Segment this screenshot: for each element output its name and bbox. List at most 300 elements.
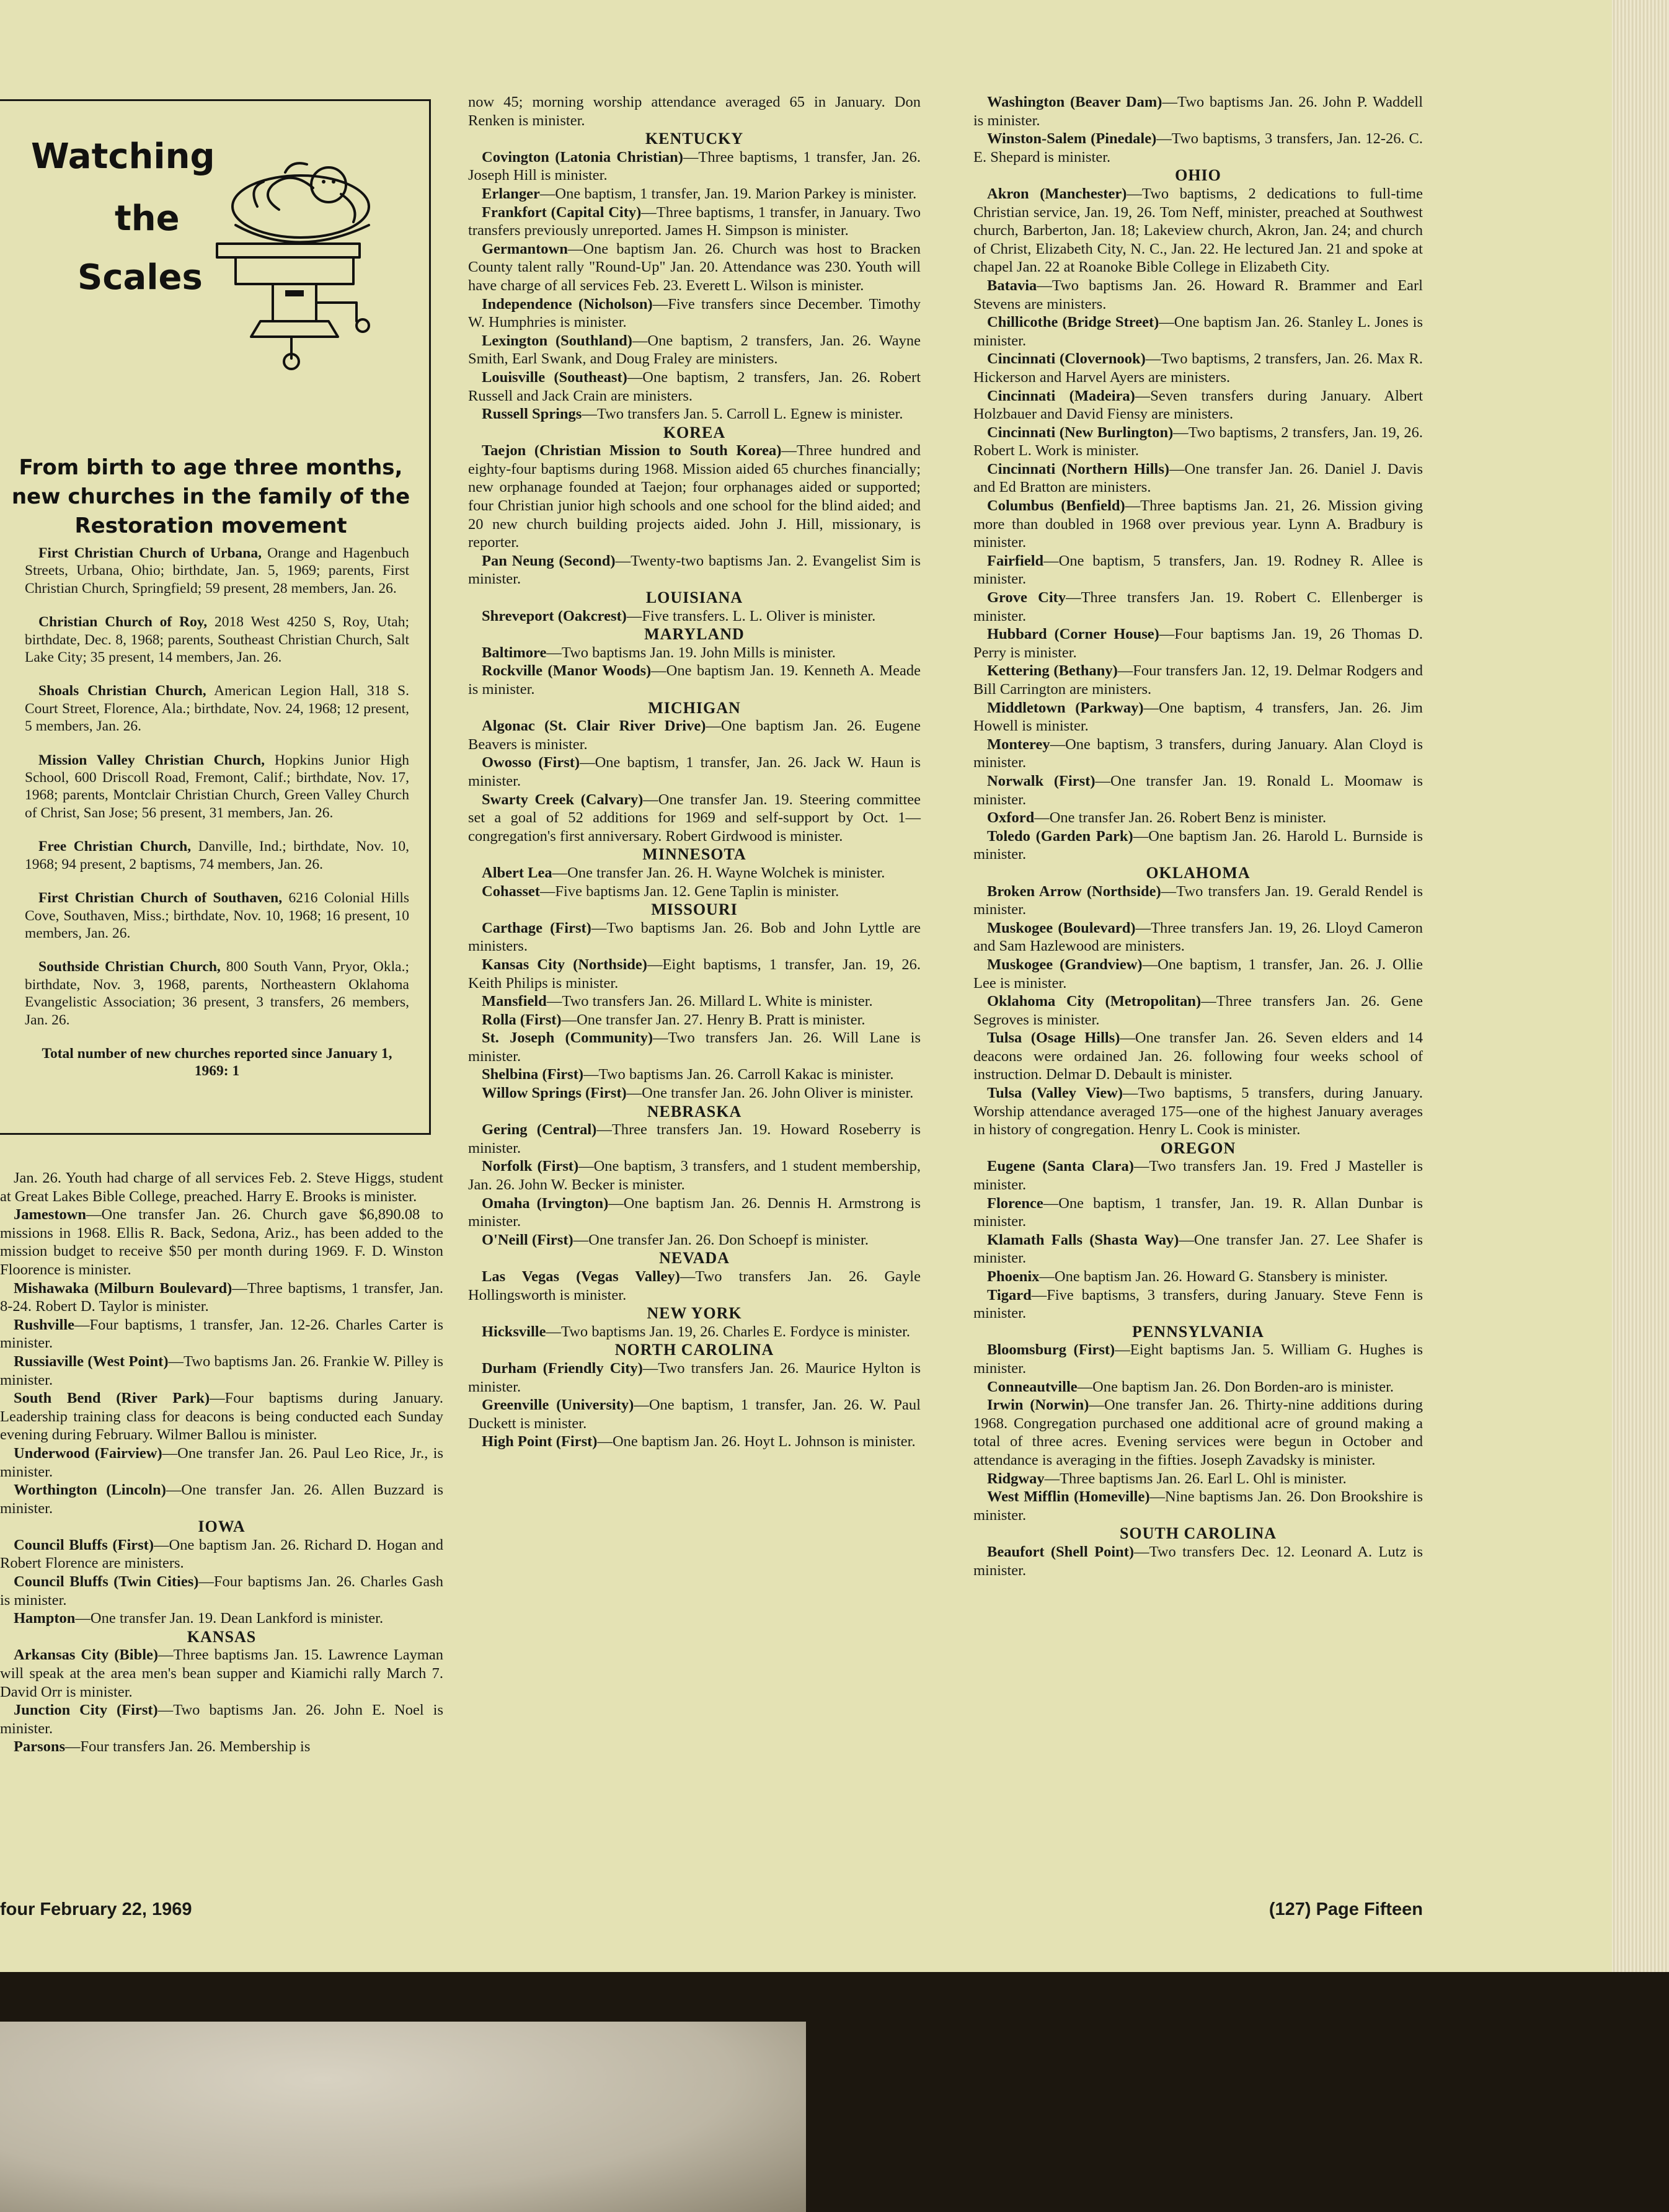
- church-name: Carthage (First): [482, 919, 591, 936]
- church-name: Muskogee (Boulevard): [987, 919, 1136, 936]
- state-heading: KOREA: [663, 423, 726, 442]
- church-report: [973, 1470, 1423, 1488]
- state-heading: MARYLAND: [644, 625, 745, 644]
- church-name: Council Bluffs (Twin Cities): [14, 1573, 199, 1591]
- report-text: —Two baptisms Jan. 19. John Mills is minister.: [546, 644, 836, 661]
- church-report: [0, 1646, 443, 1701]
- church-name: Ridgway: [987, 1470, 1045, 1487]
- church-report: [468, 552, 921, 589]
- church-name: Shreveport (Oakcrest): [482, 607, 627, 624]
- report-text: —One baptism, 1 transfer, Jan. 19. Marion Parkey is minister.: [539, 185, 917, 202]
- church-report: [973, 827, 1423, 864]
- church-report: [468, 864, 921, 882]
- background-cloth: [0, 2022, 806, 2212]
- report-text: —One baptism, 2 transfers, Jan. 26. Robert Russell and Jack Crain are ministers.: [468, 368, 921, 404]
- church-name: Gering (Central): [482, 1121, 597, 1139]
- church-report: [468, 753, 921, 790]
- church-report: [973, 277, 1423, 313]
- church-name: Hicksville: [482, 1323, 546, 1340]
- state-heading: KANSAS: [187, 1627, 257, 1646]
- column-3: [973, 93, 1423, 1579]
- report-text: —One baptism Jan. 26. Richard D. Hogan and Robert Florence are ministers.: [0, 1536, 444, 1572]
- church-name: First Christian Church of Southaven,: [38, 890, 283, 907]
- state-heading: NEW YORK: [647, 1304, 742, 1323]
- church-report: [973, 1286, 1423, 1323]
- church-details: American Legion Hall, 318 S. Court Street, Florence, Ala.; birthdate, Nov. 24, 1968; 12 present, 5 members, Jan. 26.: [25, 683, 410, 735]
- report-text: —One baptism Jan. 26. Harold L. Burnside is minister.: [973, 827, 1423, 863]
- church-name: Swarty Creek (Calvary): [482, 791, 644, 808]
- church-report: [973, 1396, 1423, 1469]
- church-name: First Christian Church of Urbana,: [38, 545, 262, 561]
- church-report: [468, 1121, 921, 1157]
- church-name: Oxford: [987, 809, 1035, 827]
- new-church-entry: [25, 838, 409, 873]
- church-name: Winston-Salem (Pinedale): [987, 130, 1157, 148]
- church-name: Jamestown: [14, 1206, 87, 1224]
- church-report: [973, 735, 1423, 772]
- church-report: [468, 148, 921, 185]
- report-text: Jan. 26. Youth had charge of all services Feb. 2. Steve Higgs, student at Great Lakes Bible College, preached. Harry E. Brooks is minister.: [0, 1170, 443, 1205]
- church-report: [468, 992, 921, 1011]
- new-church-entry: [25, 613, 409, 666]
- report-text: —One baptism Jan. 26. Stanley L. Jones is minister.: [973, 314, 1423, 349]
- church-name: Las Vegas (Vegas Valley): [482, 1268, 680, 1285]
- church-name: Phoenix: [987, 1268, 1040, 1285]
- report-text: —One baptism, 3 transfers, during January. Alan Cloyd is minister.: [973, 735, 1423, 771]
- report-text: —One transfer Jan. 26. John Oliver is minister.: [626, 1085, 914, 1102]
- report-text: —Three baptisms, 1 transfer, Jan. 8-24. Robert D. Taylor is minister.: [0, 1279, 443, 1315]
- church-name: Norfolk (First): [482, 1158, 579, 1175]
- church-report: [973, 387, 1423, 424]
- church-report: [973, 1378, 1423, 1397]
- church-report: [973, 662, 1423, 698]
- church-report: [973, 424, 1423, 460]
- report-text: —Three transfers Jan. 19, 26. Lloyd Cameron and Sam Hazlewood are ministers.: [973, 919, 1423, 955]
- report-text: —Two baptisms, 3 transfers, Jan. 12-26. C. E. Shepard is minister.: [973, 130, 1423, 166]
- church-details: Orange and Hagenbuch Streets, Urbana, Ohio; birthdate, Jan. 5, 1969; parents, First Christian Church, Springfield; 59 present, 28 members, Jan. 26.: [25, 545, 409, 597]
- church-report: [973, 1488, 1423, 1524]
- report-text: —Two transfers Jan. 26. Millard L. White is minister.: [546, 993, 873, 1010]
- church-report: [0, 1536, 443, 1573]
- new-church-entry: [25, 958, 409, 1029]
- church-name: Middletown (Parkway): [987, 699, 1144, 716]
- report-text: —One transfer Jan. 19. Ronald L. Moomaw is minister.: [973, 772, 1423, 808]
- church-name: Owosso (First): [482, 754, 580, 771]
- church-report: [468, 203, 921, 240]
- church-report: [468, 956, 921, 992]
- report-text: —One baptism Jan. 26. Hoyt L. Johnson is minister.: [597, 1433, 916, 1450]
- church-name: Muskogee (Grandview): [987, 956, 1143, 973]
- church-report: [468, 644, 921, 662]
- church-report: [468, 1194, 921, 1231]
- church-details: 2018 West 4250 S, Roy, Utah; birthdate, Dec. 8, 1968; parents, Southeast Christian Church, Salt Lake City; 35 present, 14 members, Jan. 26.: [25, 614, 409, 666]
- church-report: [973, 350, 1423, 386]
- state-heading: OKLAHOMA: [1146, 863, 1251, 882]
- church-report: [468, 1065, 921, 1084]
- report-text: —Two baptisms Jan. 26. Bob and John Lyttle are ministers.: [468, 919, 921, 955]
- church-name: Arkansas City (Bible): [14, 1646, 159, 1664]
- church-name: Oklahoma City (Metropolitan): [987, 993, 1202, 1010]
- report-text: —One transfer Jan. 26. Robert Benz is minister.: [1034, 809, 1327, 827]
- church-name: Conneautville: [987, 1378, 1078, 1395]
- church-details: 6216 Colonial Hills Cove, Southaven, Miss.; birthdate, Nov. 10, 1968; 16 present, 10 members, Jan. 26.: [25, 890, 409, 941]
- church-report: [0, 1279, 443, 1316]
- report-text: —Three transfers Jan. 19. Robert C. Ellenberger is minister.: [973, 589, 1423, 624]
- church-report: [468, 368, 921, 405]
- church-report: [468, 1231, 921, 1250]
- church-name: Tulsa (Valley View): [987, 1085, 1123, 1102]
- report-text: —One baptism Jan. 26. Howard G. Stansbery is minister.: [1039, 1268, 1388, 1285]
- state-heading: NEBRASKA: [647, 1102, 742, 1121]
- report-text: —Two transfers Jan. 19. Fred J Masteller is minister.: [973, 1158, 1423, 1194]
- new-churches-list: [25, 544, 409, 1096]
- report-text: —Five transfers. L. L. Oliver is minister.: [626, 607, 876, 624]
- church-details: Hopkins Junior High School, 600 Driscoll Road, Fremont, Calif.; birthdate, Nov. 17, 1968; parents, Montclair Christian Church, Green Valley Church of Christ, San Jose; 56 present, 31 members, Jan. 26.: [25, 752, 409, 821]
- report-text: —Two transfers Jan. 26. Gayle Hollingsworth is minister.: [468, 1268, 921, 1304]
- report-text: —One baptism, 5 transfers, Jan. 19. Rodney R. Allee is minister.: [973, 552, 1423, 588]
- report-text: —One baptism Jan. 26. Dennis H. Armstrong is minister.: [468, 1194, 921, 1230]
- report-text: —One baptism, 1 transfer, Jan. 26. Jack W. Haun is minister.: [468, 754, 921, 789]
- church-report: [0, 1316, 443, 1353]
- report-text: —One baptism, 3 transfers, and 1 student membership, Jan. 26. John W. Becker is minister.: [468, 1158, 921, 1194]
- church-report: [468, 442, 921, 552]
- church-name: Shoals Christian Church,: [38, 683, 206, 700]
- church-name: Frankfort (Capital City): [482, 203, 642, 221]
- report-text: —One baptism, 1 transfer, Jan. 26. J. Ollie Lee is minister.: [973, 956, 1423, 992]
- church-name: Mishawaka (Milburn Boulevard): [14, 1279, 232, 1297]
- report-text: —One transfer Jan. 27. Lee Shafer is minister.: [973, 1231, 1423, 1267]
- church-name: Erlanger: [482, 185, 540, 202]
- church-report: [973, 1231, 1423, 1268]
- report-text: —Two transfers Jan. 5. Carroll L. Egnew is minister.: [582, 406, 903, 423]
- report-text: —One baptism, 1 transfer, Jan. 26. W. Paul Duckett is minister.: [468, 1397, 921, 1432]
- church-name: Tigard: [987, 1286, 1032, 1304]
- report-text: now 45; morning worship attendance averaged 65 in January. Don Renken is minister.: [468, 94, 921, 129]
- church-details: 800 South Vann, Pryor, Okla.; birthdate, Nov. 3, 1968, parents, Northeastern Oklahoma Evangelistic Association; 36 present, 3 transfers, 26 members, Jan. 26.: [25, 959, 409, 1028]
- new-church-entry: [25, 682, 409, 735]
- baby-on-scale-illustration: [198, 151, 403, 374]
- church-report: [468, 185, 921, 203]
- report-text: —One transfer Jan. 26. Seven elders and 14 deacons were ordained Jan. 26. following four weeks school of instruction. Delmar D. Debault is minister.: [973, 1029, 1423, 1083]
- church-name: Mansfield: [482, 993, 547, 1010]
- church-name: Norwalk (First): [987, 772, 1096, 789]
- report-text: —Two transfers Dec. 12. Leonard A. Lutz is minister.: [973, 1543, 1423, 1579]
- church-name: Junction City (First): [14, 1702, 158, 1719]
- report-text: —Three baptisms Jan. 26. Earl L. Ohl is minister.: [1044, 1470, 1347, 1487]
- report-text: —One baptism Jan. 26. Don Borden-aro is minister.: [1077, 1378, 1394, 1395]
- church-report: [0, 1206, 443, 1279]
- state-heading: IOWA: [198, 1517, 246, 1536]
- state-heading: OHIO: [1175, 166, 1221, 185]
- church-name: Underwood (Fairview): [14, 1444, 162, 1462]
- report-text: —Two baptisms Jan. 26. John E. Noel is minister.: [0, 1702, 443, 1737]
- report-text: —Two baptisms Jan. 19, 26. Charles E. Fordyce is minister.: [546, 1323, 911, 1340]
- church-name: Monterey: [987, 735, 1050, 753]
- report-text: —Eight baptisms Jan. 5. William G. Hughes is minister.: [973, 1341, 1423, 1377]
- report-text: —Four baptisms Jan. 26. Charles Gash is minister.: [0, 1573, 443, 1609]
- report-text: —One transfer Jan. 26. Daniel J. Davis and Ed Bratton are ministers.: [973, 460, 1423, 496]
- state-heading: NORTH CAROLINA: [614, 1341, 774, 1359]
- report-text: —Five baptisms Jan. 12. Gene Taplin is minister.: [539, 882, 839, 900]
- church-name: Mission Valley Christian Church,: [38, 752, 265, 768]
- church-name: Toledo (Garden Park): [987, 827, 1133, 845]
- church-name: Cincinnati (Clovernook): [987, 350, 1146, 368]
- report-text: —Three baptisms Jan. 21, 26. Mission giving more than doubled in 1968 over previous year. Lynn A. Bradbury is minister.: [973, 497, 1423, 551]
- column-1: [0, 1169, 443, 1756]
- state-heading: OREGON: [1160, 1139, 1236, 1157]
- church-name: Rockville (Manor Woods): [482, 662, 652, 680]
- report-text: —Two baptisms Jan. 26. John P. Waddell is minister.: [973, 94, 1423, 129]
- church-report: [0, 1738, 443, 1756]
- report-text: —Two baptisms Jan. 26. Carroll Kakac is minister.: [583, 1066, 894, 1083]
- church-report: [468, 1084, 921, 1103]
- church-details: Danville, Ind.; birthdate, Nov. 10, 1968; 94 present, 2 baptisms, 74 members, Jan. 26.: [25, 838, 409, 873]
- church-name: Kettering (Bethany): [987, 662, 1118, 680]
- church-name: Grove City: [987, 589, 1066, 606]
- church-name: Akron (Manchester): [987, 185, 1127, 202]
- church-name: Shelbina (First): [482, 1066, 584, 1083]
- church-name: Bloomsburg (First): [987, 1341, 1115, 1359]
- church-name: St. Joseph (Community): [482, 1029, 653, 1047]
- church-report: [468, 1268, 921, 1304]
- report-text: —Four transfers Jan. 26. Membership is: [65, 1738, 311, 1756]
- footer-date: four February 22, 1969: [0, 1899, 192, 1919]
- church-name: Russiaville (West Point): [14, 1353, 169, 1370]
- church-name: Cincinnati (Madeira): [987, 387, 1135, 404]
- church-name: Kansas City (Northside): [482, 956, 647, 973]
- church-name: Fairfield: [987, 552, 1044, 569]
- church-name: Worthington (Lincoln): [14, 1481, 166, 1499]
- church-name: Taejon (Christian Mission to South Korea): [482, 442, 782, 460]
- report-text: —Four baptisms, 1 transfer, Jan. 12-26. Charles Carter is minister.: [0, 1316, 443, 1352]
- church-name: Durham (Friendly City): [482, 1359, 643, 1377]
- church-report: [0, 1573, 443, 1609]
- church-name: Lexington (Southland): [482, 332, 632, 349]
- church-name: Cincinnati (Northern Hills): [987, 460, 1170, 477]
- report-text: —Four baptisms during January. Leadership training class for deacons is being conducted each Sunday evening during February. Wilmer Ballou is minister.: [0, 1390, 443, 1444]
- box-title-line2: the: [115, 198, 180, 239]
- church-report: [0, 1353, 443, 1389]
- church-report: [468, 405, 921, 424]
- church-report: [973, 625, 1423, 662]
- church-name: Christian Church of Roy,: [38, 614, 208, 631]
- church-report: [468, 1029, 921, 1065]
- church-name: Batavia: [987, 277, 1037, 294]
- church-report: [468, 1359, 921, 1396]
- report-text: —One transfer Jan. 26. Don Schoepf is minister.: [573, 1231, 869, 1248]
- church-name: Beaufort (Shell Point): [987, 1543, 1135, 1560]
- church-name: Chillicothe (Bridge Street): [987, 314, 1159, 331]
- church-report: [468, 882, 921, 901]
- state-heading: PENNSYLVANIA: [1132, 1322, 1264, 1341]
- church-name: Albert Lea: [482, 864, 552, 881]
- church-report: [468, 919, 921, 956]
- report-text: —One baptism, 4 transfers, Jan. 26. Jim Howell is minister.: [973, 699, 1423, 735]
- new-church-entry: [25, 889, 409, 942]
- church-report: [973, 772, 1423, 809]
- church-report: [973, 93, 1423, 130]
- church-report: [973, 552, 1423, 589]
- report-text: —Five transfers since December. Timothy W. Humphries is minister.: [468, 295, 921, 331]
- church-report: [468, 240, 921, 295]
- church-report: [973, 130, 1423, 166]
- report-text: —Twenty-two baptisms Jan. 2. Evangelist Sim is minister.: [468, 552, 921, 588]
- church-report: [973, 809, 1423, 827]
- church-name: Rolla (First): [482, 1011, 562, 1028]
- church-name: Louisville (Southeast): [482, 368, 627, 386]
- church-name: Broken Arrow (Northside): [987, 882, 1161, 900]
- report-text: —Three baptisms, 1 transfer, in January. Two transfers previously unreported. James H. Simpson is minister.: [468, 203, 921, 239]
- church-name: Willow Springs (First): [482, 1085, 627, 1102]
- church-report: [973, 1194, 1423, 1231]
- church-name: Council Bluffs (First): [14, 1536, 154, 1553]
- church-name: Hampton: [14, 1610, 76, 1627]
- church-report: [973, 1157, 1423, 1194]
- church-name: Pan Neung (Second): [482, 552, 616, 569]
- church-report: [973, 992, 1423, 1029]
- church-name: Hubbard (Corner House): [987, 626, 1159, 643]
- church-name: Klamath Falls (Shasta Way): [987, 1231, 1179, 1248]
- church-name: Omaha (Irvington): [482, 1194, 609, 1212]
- church-name: Baltimore: [482, 644, 547, 661]
- report-text: —Seven transfers during January. Albert Holzbauer and David Fiensy are ministers.: [973, 387, 1423, 423]
- state-heading: LOUISIANA: [645, 589, 743, 607]
- report-text: —Two transfers Jan. 26. Maurice Hylton is minister.: [468, 1359, 921, 1395]
- church-report: [468, 1011, 921, 1029]
- church-report: [0, 1169, 443, 1206]
- state-heading: SOUTH CAROLINA: [1119, 1524, 1277, 1543]
- church-report: [0, 1389, 443, 1444]
- report-text: —Two baptisms, 2 dedications to full-time Christian service, Jan. 19, 26. Tom Neff, minister, preached at Southwest church, Barberton, Jan. 18; Lakeview church, Akron, Jan. 24; and church of Christ, Elizabeth City, N. C., Jan. 22. He lectured Jan. 21 and spoke at chapel Jan. 22 at Roanoke Bible College in Elizabeth City.: [973, 185, 1423, 276]
- report-text: —Three transfers Jan. 19. Howard Roseberry is minister.: [468, 1121, 921, 1157]
- box-title-line3: Scales: [77, 257, 203, 298]
- watching-the-scales-box: [0, 99, 431, 1135]
- church-report: [973, 589, 1423, 625]
- report-text: —Two baptisms, 5 transfers, during January. Worship attendance averaged 175—one of the highest January averages in history of congregation. Henry L. Cook is minister.: [973, 1085, 1423, 1139]
- report-text: —One transfer Jan. 26. H. Wayne Wolchek is minister.: [552, 864, 885, 881]
- book-page-edges: [1612, 0, 1669, 2212]
- report-text: —One transfer Jan. 26. Church gave $6,890.08 to missions in 1968. Ellis R. Back, Sedona, Ariz., has been added to the mission budget to receive $50 per month during 1969. F. D. Winston Floorence is minister.: [0, 1206, 443, 1278]
- report-text: —One baptism, 1 transfer, Jan. 19. R. Allan Dunbar is minister.: [973, 1194, 1423, 1230]
- church-report: [973, 919, 1423, 956]
- church-report: [468, 717, 921, 753]
- church-report: [973, 185, 1423, 277]
- report-text: —Three hundred and eighty-four baptisms during 1968. Mission aided 65 churches financially; new orphanage founded at Taejon; four orphanages aided or supported; four Christian junior high schools and one school for the blind aided; and 20 new church building projects aided. John J. Hill, missionary, is reporter.: [468, 442, 921, 551]
- report-text: —Five baptisms, 3 transfers, during January. Steve Fenn is minister.: [973, 1286, 1423, 1322]
- report-text: —One transfer Jan. 26. Allen Buzzard is minister.: [0, 1481, 443, 1517]
- report-text: —One baptism Jan. 26. Church was host to Bracken County talent rally "Round-Up" Jan. 20. Attendance was 230. Youth will have charge of all services Feb. 23. Everett L. Wilson is minister.: [468, 240, 921, 294]
- church-name: Cohasset: [482, 882, 540, 900]
- church-report: [973, 882, 1423, 919]
- column-2: [468, 93, 921, 1451]
- church-report: [468, 607, 921, 626]
- church-name: Independence (Nicholson): [482, 295, 653, 313]
- report-text: —One transfer Jan. 27. Henry B. Pratt is minister.: [561, 1011, 865, 1028]
- church-name: Germantown: [482, 240, 568, 257]
- church-name: Algonac (St. Clair River Drive): [482, 717, 706, 735]
- church-report: [468, 1323, 921, 1341]
- state-heading: KENTUCKY: [645, 130, 744, 148]
- church-report: [973, 497, 1423, 552]
- church-report: [0, 1609, 443, 1628]
- church-name: Parsons: [14, 1738, 66, 1756]
- report-text: —Two transfers Jan. 19. Gerald Rendel is minister.: [973, 882, 1423, 918]
- church-name: Free Christian Church,: [38, 838, 192, 855]
- state-heading: NEVADA: [659, 1249, 730, 1268]
- report-text: —One baptism, 2 transfers, Jan. 26. Wayne Smith, Earl Swank, and Doug Fraley are ministers.: [468, 332, 921, 368]
- report-text: —One transfer Jan. 19. Steering committee set a goal of 52 additions for 1969 and self-support by Oct. 1—congregation's first anniversary. Robert Girdwood is minister.: [468, 791, 921, 845]
- church-name: Tulsa (Osage Hills): [987, 1029, 1120, 1047]
- church-name: South Bend (River Park): [14, 1390, 210, 1407]
- church-name: Southside Christian Church,: [38, 959, 221, 975]
- report-text: —One transfer Jan. 26. Paul Leo Rice, Jr., is minister.: [0, 1444, 443, 1480]
- report-text: —Two transfers Jan. 26. Will Lane is minister.: [468, 1029, 921, 1065]
- state-heading: MICHIGAN: [648, 698, 741, 717]
- church-report: [973, 1543, 1423, 1579]
- church-name: Washington (Beaver Dam): [987, 94, 1162, 110]
- report-text: —One baptism Jan. 26. Eugene Beavers is minister.: [468, 717, 921, 753]
- new-church-entry: [25, 752, 409, 822]
- report-text: —Two baptisms Jan. 26. Frankie W. Pilley is minister.: [0, 1353, 443, 1388]
- church-report: [468, 1157, 921, 1194]
- church-name: Covington (Latonia Christian): [482, 148, 683, 166]
- report-text: —Two baptisms Jan. 26. Howard R. Brammer and Earl Stevens are ministers.: [973, 277, 1423, 313]
- church-name: Florence: [987, 1194, 1043, 1212]
- church-report: [468, 93, 921, 130]
- church-name: Cincinnati (New Burlington): [987, 424, 1174, 441]
- church-report: [973, 313, 1423, 350]
- new-church-entry: [25, 544, 409, 597]
- report-text: —Four transfers Jan. 12, 19. Delmar Rodgers and Bill Carrington are ministers.: [973, 662, 1423, 698]
- church-name: Russell Springs: [482, 406, 582, 423]
- church-report: [973, 1268, 1423, 1286]
- church-name: High Point (First): [482, 1433, 598, 1450]
- church-report: [973, 460, 1423, 497]
- box-subtitle: From birth to age three months, new churches in the family of the Restoration movement: [11, 455, 410, 538]
- church-report: [468, 332, 921, 368]
- report-text: —Four baptisms Jan. 19, 26 Thomas D. Perry is minister.: [973, 626, 1423, 661]
- church-name: O'Neill (First): [482, 1231, 573, 1248]
- church-report: [468, 295, 921, 332]
- report-text: —Two baptisms, 2 transfers, Jan. 19, 26. Robert L. Work is minister.: [973, 424, 1423, 460]
- church-report: [468, 1432, 921, 1451]
- box-title-line1: Watching: [31, 136, 215, 177]
- state-heading: MISSOURI: [651, 900, 738, 919]
- church-name: Columbus (Benfield): [987, 497, 1125, 515]
- church-report: [973, 1341, 1423, 1377]
- church-report: [973, 699, 1423, 735]
- footer-page-number: (127) Page Fifteen: [1268, 1899, 1423, 1919]
- report-text: —Eight baptisms, 1 transfer, Jan. 19, 26. Keith Philips is minister.: [468, 956, 921, 992]
- church-name: West Mifflin (Homeville): [987, 1488, 1150, 1506]
- report-text: —Three baptisms, 1 transfer, Jan. 26. Joseph Hill is minister.: [468, 148, 921, 184]
- church-report: [0, 1701, 443, 1738]
- church-report: [0, 1444, 443, 1481]
- report-text: —One transfer Jan. 26. Thirty-nine additions during 1968. Congregation purchased one additional acre of ground making a total of three acres. Evening services were begun in October and attendance is averaging in the fifties. Joseph Zavadsky is minister.: [973, 1397, 1423, 1468]
- church-name: Eugene (Santa Clara): [987, 1158, 1134, 1175]
- report-text: —One transfer Jan. 19. Dean Lankford is minister.: [75, 1610, 384, 1627]
- report-text: —Two baptisms, 2 transfers, Jan. 26. Max R. Hickerson and Harvel Ayers are ministers.: [973, 350, 1423, 386]
- church-report: [468, 791, 921, 846]
- church-report: [973, 1084, 1423, 1139]
- report-text: —Three baptisms Jan. 15. Lawrence Layman will speak at the area men's bean supper and Kiamichi rally March 7. David Orr is minister.: [0, 1646, 443, 1700]
- church-report: [973, 956, 1423, 992]
- report-text: —Nine baptisms Jan. 26. Don Brookshire is minister.: [973, 1488, 1423, 1524]
- box-total: Total number of new churches reported since January 1, 1969: 1: [42, 1045, 392, 1080]
- church-report: [973, 1029, 1423, 1084]
- church-report: [468, 1396, 921, 1432]
- church-report: [468, 662, 921, 698]
